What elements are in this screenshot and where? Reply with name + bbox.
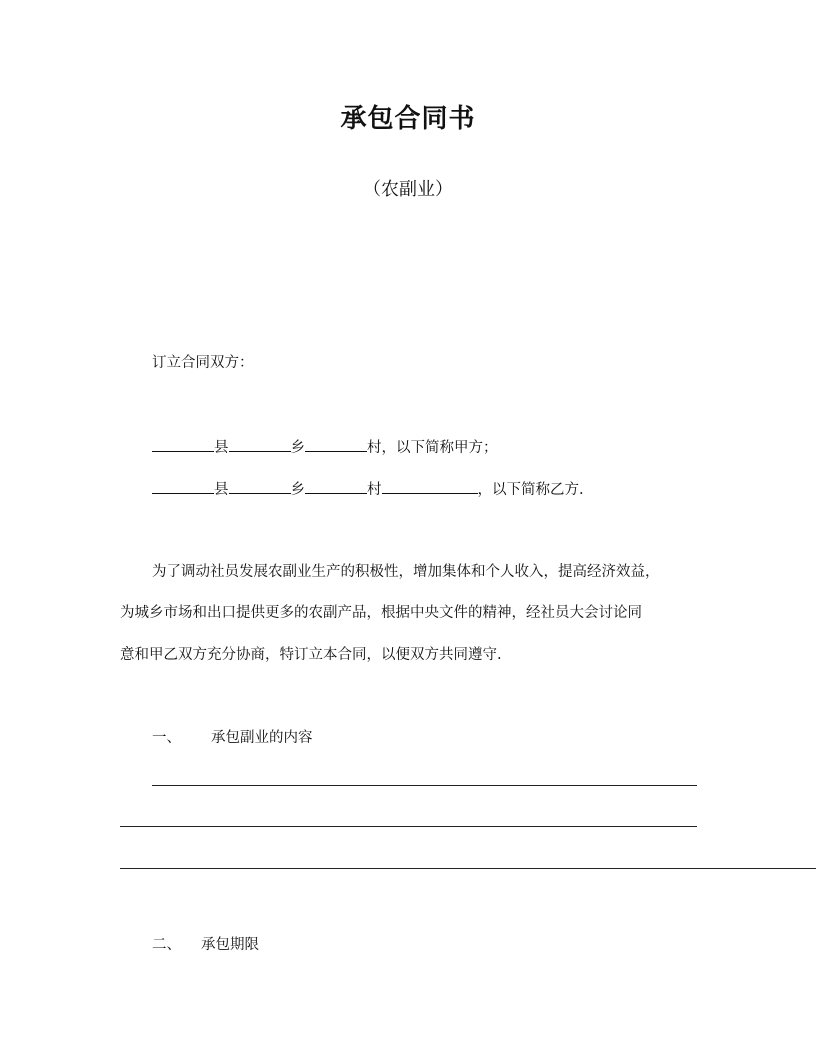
village-label: 村 <box>367 440 382 456</box>
fill-in-line <box>152 785 697 786</box>
party-b-suffix: ，以下简称乙方. <box>477 482 584 498</box>
section-number: 二、 <box>152 937 181 953</box>
section-1-heading <box>152 728 313 748</box>
county-blank <box>152 437 214 452</box>
fill-in-line <box>120 826 697 827</box>
county-label: 县 <box>214 482 229 498</box>
preamble-line-1: 为了调动社员发展农副业生产的积极性，增加集体和个人收入，提高经济效益， <box>152 564 660 580</box>
village-blank <box>305 437 367 452</box>
section-title: 承包副业的内容 <box>211 730 313 746</box>
county-blank <box>152 479 214 494</box>
party-b-line <box>152 479 584 500</box>
township-label: 乡 <box>290 440 305 456</box>
preamble-line-2: 为城乡市场和出口提供更多的农副产品，根据中央文件的精神，经社员大会讨论同 <box>120 605 642 621</box>
party-a-suffix: ，以下简称甲方； <box>381 440 498 456</box>
document-subtitle: （农副业） <box>363 179 453 200</box>
township-blank <box>229 437 291 452</box>
party-b-name-blank <box>382 479 478 494</box>
fill-in-line <box>120 868 816 869</box>
county-label: 县 <box>214 440 229 456</box>
section-number: 一、 <box>152 730 181 746</box>
village-label: 村 <box>367 482 382 498</box>
party-a-line <box>152 437 498 458</box>
document-title: 承包合同书 <box>340 104 476 134</box>
section-title: 承包期限 <box>201 937 259 953</box>
township-label: 乡 <box>290 482 305 498</box>
section-2-heading <box>152 935 259 955</box>
village-blank <box>305 479 367 494</box>
township-blank <box>229 479 291 494</box>
parties-heading: 订立合同双方： <box>152 355 254 371</box>
preamble-line-3: 意和甲乙双方充分协商，特订立本合同，以便双方共同遵守. <box>120 647 502 663</box>
